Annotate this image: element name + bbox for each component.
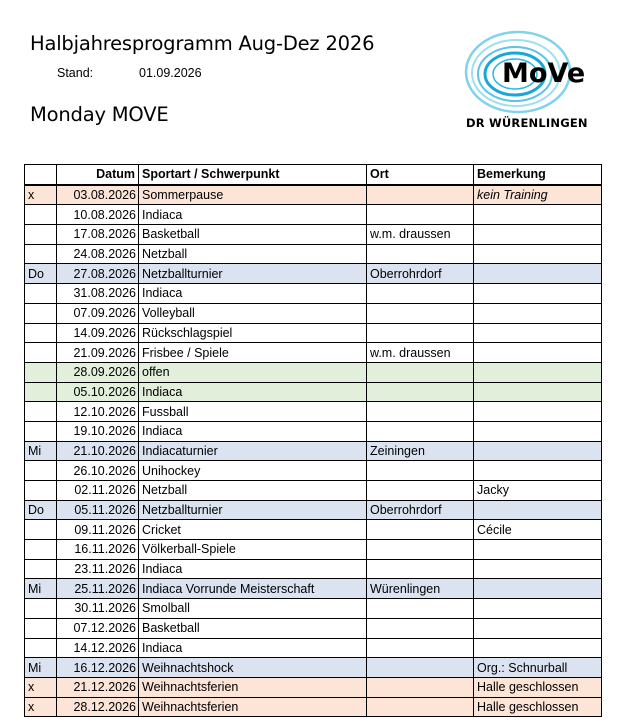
table-row <box>25 421 602 441</box>
table-row <box>25 461 602 481</box>
table-header-row <box>25 165 602 185</box>
cell-date: 23.11.2026 <box>57 559 139 579</box>
cell-sport: Weihnachtshock <box>139 658 367 678</box>
cell-date: 05.11.2026 <box>57 500 139 520</box>
cell-sport: Basketball <box>139 225 367 245</box>
cell-location <box>367 520 474 540</box>
cell-date: 27.08.2026 <box>57 264 139 284</box>
cell-sport: Indiaca Vorrunde Meisterschaft <box>139 579 367 599</box>
cell-remark <box>474 579 602 599</box>
cell-location <box>367 697 474 717</box>
cell-remark <box>474 382 602 402</box>
cell-location <box>367 421 474 441</box>
header-location: Ort <box>367 165 474 185</box>
cell-day <box>25 638 57 658</box>
table-row <box>25 618 602 638</box>
cell-remark <box>474 205 602 225</box>
header-day <box>25 165 57 185</box>
cell-date: 03.08.2026 <box>57 185 139 205</box>
cell-date: 26.10.2026 <box>57 461 139 481</box>
cell-remark: Jacky <box>474 481 602 501</box>
table-body <box>25 185 602 717</box>
table-row <box>25 205 602 225</box>
table-row <box>25 303 602 323</box>
table-row <box>25 599 602 619</box>
cell-remark: kein Training <box>474 185 602 205</box>
cell-remark <box>474 461 602 481</box>
header-date: Datum <box>57 165 139 185</box>
cell-location <box>367 461 474 481</box>
cell-date: 02.11.2026 <box>57 481 139 501</box>
cell-date: 16.12.2026 <box>57 658 139 678</box>
table-row <box>25 658 602 678</box>
cell-sport: Weihnachtsferien <box>139 677 367 697</box>
cell-day: Mi <box>25 579 57 599</box>
cell-date: 21.09.2026 <box>57 343 139 363</box>
cell-day: Mi <box>25 658 57 678</box>
cell-sport: Netzballturnier <box>139 264 367 284</box>
cell-sport: offen <box>139 362 367 382</box>
cell-location <box>367 559 474 579</box>
cell-sport: Rückschlagspiel <box>139 323 367 343</box>
cell-location <box>367 599 474 619</box>
cell-date: 21.12.2026 <box>57 677 139 697</box>
cell-sport: Völkerball-Spiele <box>139 540 367 560</box>
cell-sport: Unihockey <box>139 461 367 481</box>
cell-date: 09.11.2026 <box>57 520 139 540</box>
cell-day <box>25 520 57 540</box>
cell-day <box>25 559 57 579</box>
cell-location <box>367 618 474 638</box>
cell-date: 30.11.2026 <box>57 599 139 619</box>
cell-location <box>367 540 474 560</box>
cell-location <box>367 402 474 422</box>
cell-day: x <box>25 697 57 717</box>
cell-location <box>367 205 474 225</box>
cell-day <box>25 402 57 422</box>
cell-date: 16.11.2026 <box>57 540 139 560</box>
cell-sport: Smolball <box>139 599 367 619</box>
cell-location <box>367 677 474 697</box>
cell-day <box>25 481 57 501</box>
logo-caption: DR WÜRENLINGEN <box>466 116 588 130</box>
cell-remark: Org.: Schnurball <box>474 658 602 678</box>
header-sport: Sportart / Schwerpunkt <box>139 165 367 185</box>
cell-sport: Weihnachtsferien <box>139 697 367 717</box>
table-row <box>25 362 602 382</box>
cell-location: w.m. draussen <box>367 225 474 245</box>
cell-location: Zeiningen <box>367 441 474 461</box>
cell-day: Do <box>25 264 57 284</box>
cell-remark <box>474 500 602 520</box>
cell-location: Würenlingen <box>367 579 474 599</box>
cell-date: 07.12.2026 <box>57 618 139 638</box>
table-row <box>25 264 602 284</box>
cell-remark <box>474 441 602 461</box>
cell-remark <box>474 264 602 284</box>
cell-location <box>367 481 474 501</box>
cell-remark <box>474 402 602 422</box>
program-table <box>24 164 602 717</box>
cell-remark <box>474 303 602 323</box>
cell-remark <box>474 559 602 579</box>
table-row <box>25 579 602 599</box>
cell-remark <box>474 618 602 638</box>
cell-day: Do <box>25 500 57 520</box>
table-row <box>25 540 602 560</box>
cell-location <box>367 362 474 382</box>
cell-sport: Sommerpause <box>139 185 367 205</box>
table-row <box>25 677 602 697</box>
cell-remark <box>474 599 602 619</box>
cell-day: x <box>25 185 57 205</box>
table-row <box>25 343 602 363</box>
cell-date: 24.08.2026 <box>57 244 139 264</box>
cell-remark <box>474 343 602 363</box>
cell-day <box>25 284 57 304</box>
document-subtitle: Monday MOVE <box>30 103 169 126</box>
cell-date: 28.12.2026 <box>57 697 139 717</box>
table-row <box>25 284 602 304</box>
cell-day <box>25 362 57 382</box>
cell-remark: Halle geschlossen <box>474 677 602 697</box>
cell-day <box>25 225 57 245</box>
cell-date: 14.09.2026 <box>57 323 139 343</box>
cell-location <box>367 303 474 323</box>
table-row <box>25 402 602 422</box>
table-row <box>25 638 602 658</box>
cell-day <box>25 244 57 264</box>
cell-day <box>25 540 57 560</box>
cell-day <box>25 599 57 619</box>
cell-day: x <box>25 677 57 697</box>
cell-sport: Indiaca <box>139 205 367 225</box>
cell-location: Oberrohrdorf <box>367 500 474 520</box>
table-row <box>25 441 602 461</box>
cell-remark <box>474 638 602 658</box>
cell-sport: Indiaca <box>139 382 367 402</box>
cell-remark: Halle geschlossen <box>474 697 602 717</box>
cell-remark <box>474 284 602 304</box>
cell-day: Mi <box>25 441 57 461</box>
header-remark: Bemerkung <box>474 165 602 185</box>
cell-day <box>25 205 57 225</box>
document-title: Halbjahresprogramm Aug-Dez 2026 <box>30 32 375 55</box>
cell-day <box>25 421 57 441</box>
cell-sport: Indiaca <box>139 638 367 658</box>
cell-location <box>367 658 474 678</box>
cell-location <box>367 638 474 658</box>
logo-wordmark: MoVe <box>502 58 586 89</box>
cell-location: Oberrohrdorf <box>367 264 474 284</box>
cell-sport: Netzballturnier <box>139 500 367 520</box>
cell-sport: Indiaca <box>139 421 367 441</box>
cell-day <box>25 323 57 343</box>
stand-date: 01.09.2026 <box>139 66 202 80</box>
table-row <box>25 225 602 245</box>
cell-day <box>25 343 57 363</box>
cell-remark <box>474 323 602 343</box>
cell-date: 21.10.2026 <box>57 441 139 461</box>
cell-sport: Frisbee / Spiele <box>139 343 367 363</box>
cell-location <box>367 382 474 402</box>
table-row <box>25 559 602 579</box>
cell-sport: Cricket <box>139 520 367 540</box>
cell-remark <box>474 362 602 382</box>
cell-date: 07.09.2026 <box>57 303 139 323</box>
cell-remark <box>474 244 602 264</box>
cell-location <box>367 185 474 205</box>
cell-sport: Netzball <box>139 481 367 501</box>
cell-sport: Indiacaturnier <box>139 441 367 461</box>
table-row <box>25 481 602 501</box>
cell-remark <box>474 225 602 245</box>
table-row <box>25 323 602 343</box>
cell-date: 17.08.2026 <box>57 225 139 245</box>
cell-location <box>367 284 474 304</box>
cell-sport: Basketball <box>139 618 367 638</box>
cell-location: w.m. draussen <box>367 343 474 363</box>
table-row <box>25 244 602 264</box>
cell-sport: Indiaca <box>139 284 367 304</box>
cell-sport: Indiaca <box>139 559 367 579</box>
cell-date: 28.09.2026 <box>57 362 139 382</box>
table-row <box>25 697 602 717</box>
cell-day <box>25 303 57 323</box>
cell-remark: Cécile <box>474 520 602 540</box>
table-row <box>25 185 602 205</box>
cell-day <box>25 618 57 638</box>
cell-date: 19.10.2026 <box>57 421 139 441</box>
stand-label: Stand: <box>57 66 94 80</box>
cell-sport: Fussball <box>139 402 367 422</box>
table-row <box>25 382 602 402</box>
cell-day <box>25 461 57 481</box>
cell-day <box>25 382 57 402</box>
cell-date: 14.12.2026 <box>57 638 139 658</box>
cell-location <box>367 323 474 343</box>
cell-date: 05.10.2026 <box>57 382 139 402</box>
cell-remark <box>474 421 602 441</box>
cell-date: 10.08.2026 <box>57 205 139 225</box>
cell-sport: Volleyball <box>139 303 367 323</box>
cell-date: 12.10.2026 <box>57 402 139 422</box>
table-row <box>25 500 602 520</box>
cell-location <box>367 244 474 264</box>
cell-date: 25.11.2026 <box>57 579 139 599</box>
cell-date: 31.08.2026 <box>57 284 139 304</box>
cell-remark <box>474 540 602 560</box>
cell-sport: Netzball <box>139 244 367 264</box>
table-row <box>25 520 602 540</box>
